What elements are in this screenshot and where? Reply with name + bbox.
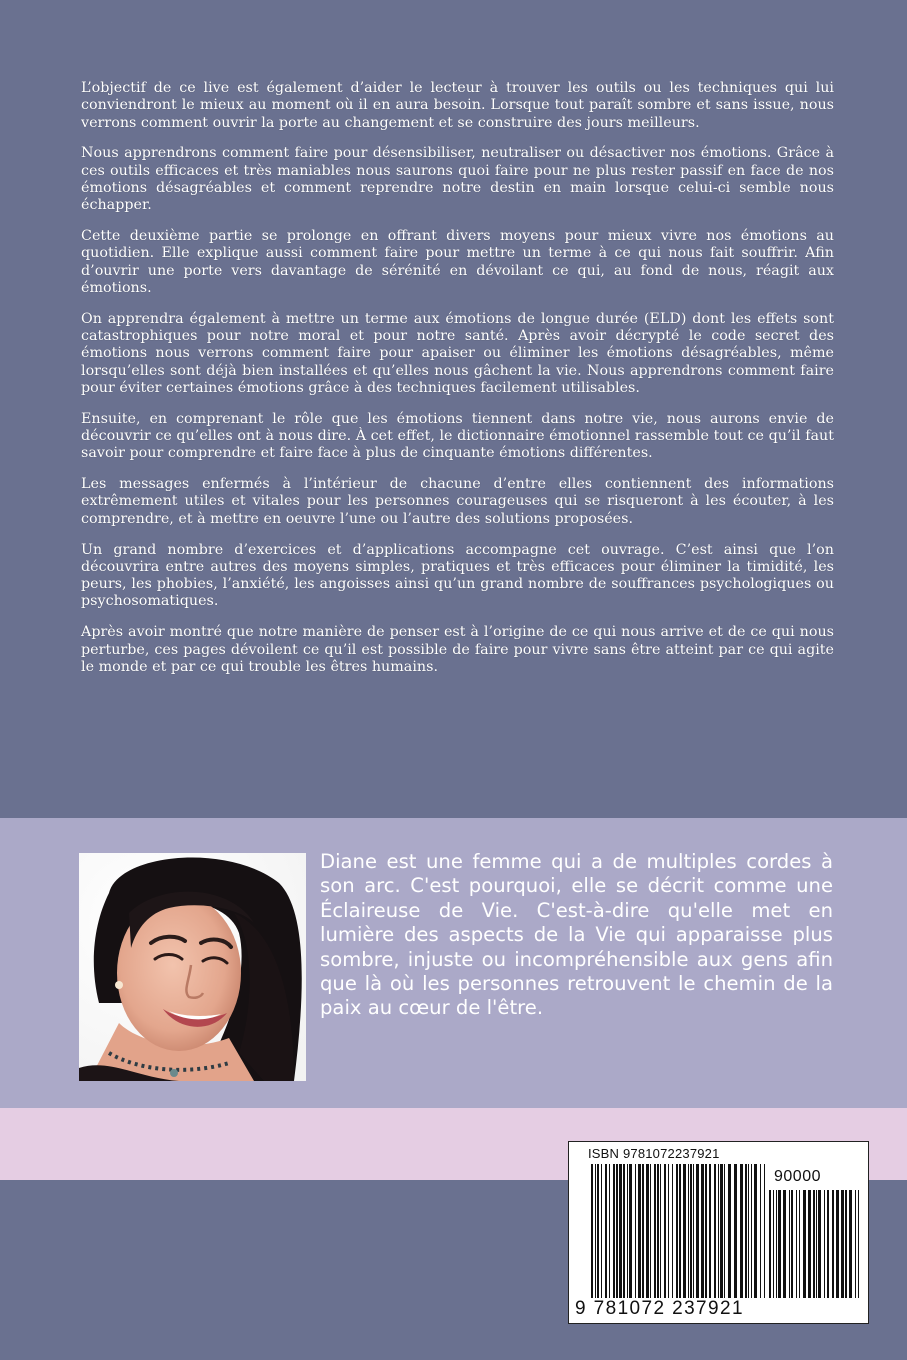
isbn-barcode (568, 1141, 869, 1324)
barcode-bar (701, 1164, 704, 1298)
barcode-bar (718, 1164, 719, 1298)
barcode-bar (627, 1164, 628, 1298)
barcode-bar (803, 1190, 806, 1298)
barcode-bar (734, 1164, 737, 1298)
barcode-bar (660, 1164, 661, 1298)
barcode-bar (816, 1190, 817, 1298)
barcode-bar (751, 1164, 752, 1298)
barcode-bar (690, 1164, 692, 1298)
barcode-bar (824, 1190, 825, 1298)
author-bio: Diane est une femme qui a de multiples cordes à son arc. C'est pourquoi, elle se décrit comme une Éclaireuse de Vie. C'est-à-dire qu'elle met en lumière des aspects de la Vie qui apparaisse plus sombre, injuste ou incompréhensible aux gens afin que là où les personnes retrouvent le chemin de la paix au cœur de l'être. (320, 850, 833, 1020)
barcode-bar (623, 1164, 625, 1298)
barcode-bar (778, 1190, 781, 1298)
barcode-bar (818, 1190, 821, 1298)
barcode-bars (591, 1164, 767, 1298)
barcode-bar (836, 1190, 839, 1298)
barcode-bar (855, 1190, 856, 1298)
barcode-bar (827, 1190, 829, 1298)
barcode-bar (773, 1190, 774, 1298)
barcode-bar (613, 1164, 615, 1298)
barcode-bar (597, 1164, 599, 1298)
blurb-paragraph: L’objectif de ce live est également d’aider le lecteur à trouver les outils ou les techniques qui lui conviendront le mieux au moment où il en aura besoin. Lorsque tout paraît sombre et sans issue, nous verrons comment ouvrir la porte au changement et se construire des jours meilleurs. (81, 80, 834, 131)
barcode-bar (764, 1164, 765, 1298)
blurb-paragraph: On apprendra également à mettre un terme aux émotions de longue durée (ELD) dont les effets sont catastrophiques pour notre moral et pour notre santé. Après avoir décrypté le code secret des émotions nous verrons comment faire pour apaiser ou éliminer les émotions désagréables, même lorsqu’elles sont déjà bien installées et qu’elles nous gâchent la vie. Nous apprendrons comment faire pour éviter certaines émotions grâce à des techniques facilement utilisables. (81, 310, 834, 396)
barcode-bar (754, 1164, 757, 1298)
barcode-digits: 9 781072 237921 (575, 1298, 744, 1319)
blurb-paragraph: Cette deuxième partie se prolonge en offrant divers moyens pour mieux vivre nos émotions au quotidien. Elle explique aussi comment faire pour mettre un terme à ce qui nous fait souffrir. Afin d’ouvrir une porte vers davantage de sérénité en dévoilant ce qui, au fond de nous, réagit aux émotions. (81, 228, 834, 296)
barcode-bar (683, 1164, 686, 1298)
author-portrait-illustration (79, 853, 306, 1081)
barcode-bar (740, 1164, 743, 1298)
barcode-bar (619, 1164, 622, 1298)
barcode-bar (728, 1164, 731, 1298)
addon-barcode-bars (769, 1190, 859, 1298)
book-blurb (81, 80, 834, 690)
author-photo (79, 853, 306, 1081)
barcode-bar (799, 1190, 800, 1298)
author-band (0, 818, 907, 1108)
barcode-bar (724, 1164, 725, 1298)
barcode-bar (748, 1164, 749, 1298)
barcode-bar (605, 1164, 607, 1298)
barcode-bar (760, 1164, 761, 1298)
barcode-bar (638, 1164, 641, 1298)
barcode-bar (858, 1190, 859, 1298)
barcode-bar (791, 1190, 793, 1298)
isbn-label: ISBN 9781072237921 (588, 1146, 720, 1161)
barcode-bar (688, 1164, 689, 1298)
barcode-bar (693, 1164, 694, 1298)
barcode-bar (769, 1190, 771, 1298)
barcode-bar (783, 1190, 786, 1298)
barcode-bar (845, 1190, 847, 1298)
barcode-bar (642, 1164, 644, 1298)
blurb-paragraph: Après avoir montré que notre manière de penser est à l’origine de ce qui nous arrive et de ce qui nous perturbe, ces pages dévoilent ce qu’il est possible de faire pour vivre sans être atteint par ce qui agite le monde et par ce qui trouble les êtres humains. (81, 624, 834, 675)
barcode-bar (654, 1164, 656, 1298)
barcode-bar (650, 1164, 651, 1298)
blurb-paragraph: Les messages enfermés à l’intérieur de chacune d’entre elles contiennent des informations extrêmement utiles et vitales pour les personnes courageuses qui se risqueront à les écouter, à les comprendre, et à mettre en oeuvre l’une ou l’autre des solutions proposées. (81, 476, 834, 527)
barcode-bar (591, 1164, 593, 1298)
barcode-bar (679, 1164, 681, 1298)
blurb-paragraph: Un grand nombre d’exercices et d’applications accompagne cet ouvrage. C’est ainsi que l’on découvrira entre autres des moyens simples, pratiques et très efficaces pour éliminer la timidité, les peurs, les phobies, l’anxiété, les angoisses ainsi qu’un grand nombre de souffrances psychologiques ou psychosomatiques. (81, 541, 834, 610)
barcode-bar (696, 1164, 699, 1298)
barcode-bar (720, 1164, 723, 1298)
barcode-bar (676, 1164, 678, 1298)
barcode-bar (616, 1164, 618, 1298)
barcode-bar (789, 1190, 790, 1298)
barcode-bar (657, 1164, 659, 1298)
barcode-bar (813, 1190, 815, 1298)
barcode-bar (776, 1190, 777, 1298)
barcode-bar (841, 1190, 844, 1298)
barcode-bar (745, 1164, 747, 1298)
barcode-bar (629, 1164, 632, 1298)
barcode-bar (646, 1164, 649, 1298)
blurb-paragraph: Nous apprendrons comment faire pour désensibiliser, neutraliser ou désactiver nos émotions. Grâce à ces outils efficaces et très maniables nous saurons quoi faire pour ne plus rester passif en face de nos émotions désagréables et comment reprendre notre destin en main lorsque celui-ci semble nous échapper. (81, 145, 834, 214)
price-code: 90000 (774, 1168, 821, 1185)
barcode-bar (796, 1190, 797, 1298)
barcode-bar (672, 1164, 673, 1298)
barcode-bar (601, 1164, 602, 1298)
barcode-bar (808, 1190, 811, 1298)
barcode-bar (664, 1164, 666, 1298)
barcode-bar (635, 1164, 636, 1298)
barcode-bar (849, 1190, 852, 1298)
barcode-bar (668, 1164, 669, 1298)
barcode-bar (709, 1164, 711, 1298)
barcode-bar (705, 1164, 707, 1298)
blurb-paragraph: Ensuite, en comprenant le rôle que les émotions tiennent dans notre vie, nous aurons envie de découvrir ce qu’elles ont à nous dire. À cet effet, le dictionnaire émotionnel rassemble tout ce qu’il faut savoir pour comprendre et faire face à plus de cinquante émotions différentes. (81, 410, 834, 462)
barcode-bar (714, 1164, 716, 1298)
barcode-bar (832, 1190, 834, 1298)
barcode-bar (609, 1164, 610, 1298)
barcode-bar (595, 1164, 596, 1298)
